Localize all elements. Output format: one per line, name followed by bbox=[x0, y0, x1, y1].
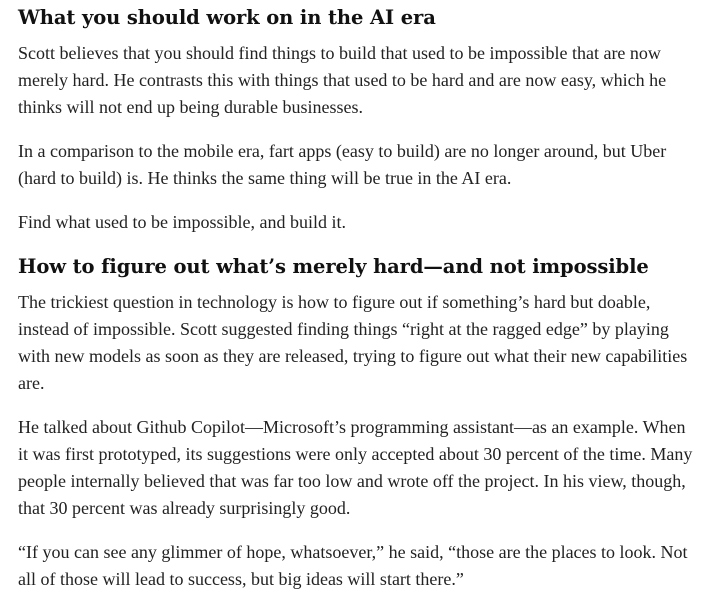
paragraph: “If you can see any glimmer of hope, whatsoever,” he said, “those are the places to look. Not all of those will lead to success, but big ideas will start there.” bbox=[18, 542, 688, 589]
section-heading: What you should work on in the AI era bbox=[18, 6, 436, 29]
paragraph: In a comparison to the mobile era, fart apps (easy to build) are no longer around, but Uber (hard to build) is. He thinks the same thing will be true in the AI era. bbox=[18, 141, 667, 188]
section-ai-era bbox=[18, 4, 695, 236]
paragraph: Scott believes that you should find things to build that used to be impossible that are now merely hard. He contrasts this with things that used to be hard and are now easy, which he thinks will not end up being durable businesses. bbox=[18, 43, 667, 117]
section-merely-hard bbox=[18, 253, 695, 593]
paragraph: Find what used to be impossible, and build it. bbox=[18, 212, 346, 232]
paragraph: He talked about Github Copilot—Microsoft’s programming assistant—as an example. When it was first prototyped, its suggestions were only accepted about 30 percent of the time. Many people internally believed that was far too low and wrote off the project. In his view, though, that 30 percent was already surprisingly good. bbox=[18, 417, 693, 518]
section-heading: How to figure out what’s merely hard—and not impossible bbox=[18, 255, 649, 278]
paragraph: The trickiest question in technology is how to figure out if something’s hard but doable, instead of impossible. Scott suggested finding things “right at the ragged edge” by playing with new models as soon as they are released, trying to figure out what their new capabilities are. bbox=[18, 292, 688, 393]
